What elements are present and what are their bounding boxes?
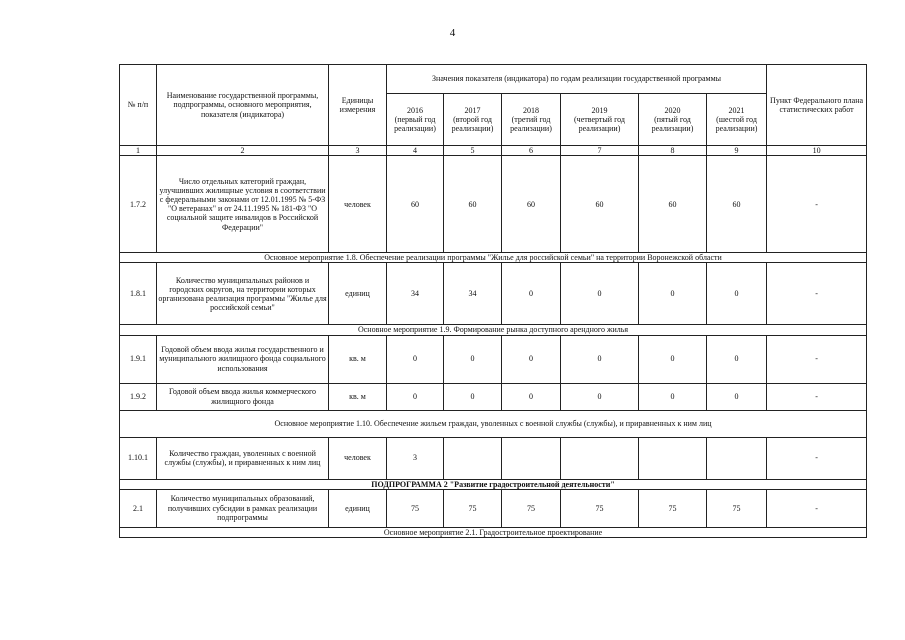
plan-cell: - (767, 156, 867, 253)
table-row (120, 263, 867, 325)
value-cell: 34 (387, 263, 444, 325)
value-cell: 0 (639, 383, 707, 410)
value-cell: 0 (561, 383, 639, 410)
header-year (502, 93, 561, 145)
year-value: 2016 (407, 105, 423, 115)
table-row (120, 437, 867, 479)
column-index: 5 (444, 146, 502, 156)
year-label: (первый год реализации) (394, 114, 436, 133)
column-index: 9 (707, 146, 767, 156)
unit-cell: единиц (329, 263, 387, 325)
unit-cell: человек (329, 437, 387, 479)
value-cell: 60 (707, 156, 767, 253)
row-number: 1.9.1 (120, 335, 157, 383)
header-year (561, 93, 639, 145)
year-value: 2021 (728, 105, 745, 115)
plan-cell: - (767, 437, 867, 479)
indicator-name: Количество граждан, уволенных с военной службы (службы), и приравненных к ним лиц (157, 437, 329, 479)
row-number: 1.9.2 (120, 383, 157, 410)
indicator-name: Количество муниципальных образований, получивших субсидии в рамках реализации подпрограммы (157, 489, 329, 527)
column-index: 4 (387, 146, 444, 156)
row-number: 2.1 (120, 489, 157, 527)
year-value: 2018 (523, 105, 539, 115)
indicator-name: Годовой объем ввода жилья государственного и муниципального жилищного фонда социального использования (157, 335, 329, 383)
value-cell: 3 (387, 437, 444, 479)
value-cell (639, 437, 707, 479)
value-cell: 60 (561, 156, 639, 253)
value-cell (444, 437, 502, 479)
value-cell (502, 437, 561, 479)
header-plan: Пункт Федерального плана статистических работ (767, 65, 867, 146)
value-cell: 0 (444, 383, 502, 410)
plan-cell: - (767, 335, 867, 383)
year-value: 2019 (591, 105, 608, 115)
column-index: 1 (120, 146, 157, 156)
section-row (120, 253, 867, 263)
table-row (120, 335, 867, 383)
indicator-name: Количество муниципальных районов и городских округов, на территории которых организована реализация программы "Жилье для российской семьи" (157, 263, 329, 325)
indicator-table (119, 64, 867, 538)
unit-cell: единиц (329, 489, 387, 527)
section-title: Основное мероприятие 1.9. Формирование рынка доступного арендного жилья (120, 325, 867, 335)
value-cell: 0 (444, 335, 502, 383)
section-title: Основное мероприятие 2.1. Градостроительное проектирование (120, 527, 867, 537)
value-cell: 0 (561, 335, 639, 383)
table-row (120, 489, 867, 527)
value-cell: 0 (639, 335, 707, 383)
value-cell: 0 (707, 263, 767, 325)
header-year (707, 93, 767, 145)
row-number: 1.8.1 (120, 263, 157, 325)
header-name: Наименование государственной программы, подпрограммы, основного мероприятия, показателя (индикатора) (157, 65, 329, 146)
page-number: 4 (449, 27, 456, 39)
year-label: (шестой год реализации) (715, 114, 758, 133)
value-cell: 0 (387, 383, 444, 410)
table-row (120, 383, 867, 410)
unit-cell: кв. м (329, 335, 387, 383)
value-cell: 0 (502, 335, 561, 383)
year-value: 2020 (664, 105, 681, 115)
section-title: ПОДПРОГРАММА 2 "Развитие градостроительной деятельности" (120, 479, 867, 489)
column-index: 3 (329, 146, 387, 156)
section-row (120, 527, 867, 537)
section-row (120, 410, 867, 437)
plan-cell: - (767, 263, 867, 325)
value-cell: 34 (444, 263, 502, 325)
column-index: 8 (639, 146, 707, 156)
unit-cell: человек (329, 156, 387, 253)
value-cell: 75 (444, 489, 502, 527)
header-year (387, 93, 444, 145)
value-cell: 75 (387, 489, 444, 527)
value-cell: 60 (387, 156, 444, 253)
value-cell: 0 (707, 383, 767, 410)
indicator-name: Число отдельных категорий граждан, улучшивших жилищные условия в соответствии с федеральными законами от 12.01.1995 № 5-ФЗ "О ветеранах" и от 24.11.1995 № 181-ФЗ "О социальной защите инвалидов в Российской Федерации" (157, 156, 329, 253)
value-cell: 0 (639, 263, 707, 325)
value-cell: 60 (444, 156, 502, 253)
value-cell: 0 (561, 263, 639, 325)
header-year (639, 93, 707, 145)
year-label: (четвертый год реализации) (574, 114, 625, 133)
year-label: (второй год реализации) (451, 114, 494, 133)
value-cell: 0 (502, 383, 561, 410)
section-title: Основное мероприятие 1.10. Обеспечение жильем граждан, уволенных с военной службы (службы), и приравненных к ним лиц (120, 410, 867, 437)
header-no: № п/п (120, 65, 157, 146)
section-row (120, 479, 867, 489)
header-year (444, 93, 502, 145)
value-cell: 75 (561, 489, 639, 527)
value-cell: 0 (387, 335, 444, 383)
value-cell: 60 (502, 156, 561, 253)
value-cell: 75 (639, 489, 707, 527)
value-cell: 0 (707, 335, 767, 383)
table-row (120, 156, 867, 253)
plan-cell: - (767, 489, 867, 527)
unit-cell: кв. м (329, 383, 387, 410)
header-unit: Единицы измерения (329, 65, 387, 146)
section-title: Основное мероприятие 1.8. Обеспечение реализации программы "Жилье для российской семьи" на территории Воронежской области (120, 253, 867, 263)
year-value: 2017 (464, 105, 481, 115)
header-values: Значения показателя (индикатора) по годам реализации государственной программы (387, 65, 767, 94)
value-cell (707, 437, 767, 479)
column-index: 6 (502, 146, 561, 156)
indicator-name: Годовой объем ввода жилья коммерческого жилищного фонда (157, 383, 329, 410)
row-number: 1.7.2 (120, 156, 157, 253)
row-number: 1.10.1 (120, 437, 157, 479)
section-row (120, 325, 867, 335)
value-cell: 75 (707, 489, 767, 527)
column-index: 7 (561, 146, 639, 156)
year-label: (пятый год реализации) (651, 114, 694, 133)
year-label: (третий год реализации) (510, 114, 552, 133)
plan-cell: - (767, 383, 867, 410)
value-cell: 75 (502, 489, 561, 527)
value-cell: 0 (502, 263, 561, 325)
column-index: 2 (157, 146, 329, 156)
value-cell: 60 (639, 156, 707, 253)
column-index: 10 (767, 146, 867, 156)
value-cell (561, 437, 639, 479)
